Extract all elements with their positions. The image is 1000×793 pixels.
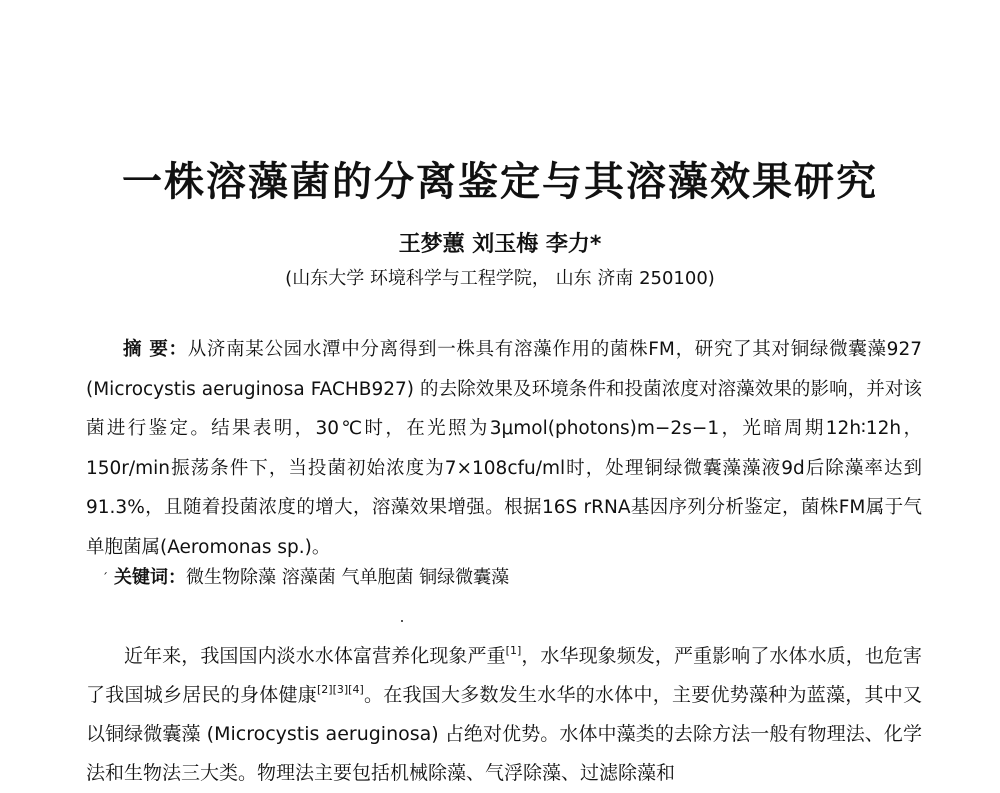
citation-ref-1: [1] bbox=[505, 644, 522, 657]
keywords-line bbox=[102, 563, 922, 593]
paper-authors: 王梦蕙 刘玉梅 李力* bbox=[398, 232, 602, 257]
abstract-paragraph bbox=[86, 330, 922, 567]
citation-ref-2: [2][3][4] bbox=[317, 683, 364, 696]
keywords-label: 关键词： bbox=[114, 567, 186, 588]
keywords-mark: ´ bbox=[102, 571, 108, 585]
intro-text-2: ，水华现象频发，严重影响了水体水质，也危害了我国城乡居民的身体健康 bbox=[86, 645, 922, 706]
paper-title: 一株溶藻菌的分离鉴定与其溶藻效果研究 bbox=[122, 158, 878, 205]
scan-speck bbox=[401, 620, 403, 622]
paper-affiliation: (山东大学 环境科学与工程学院， 山东 济南 250100) bbox=[285, 268, 715, 289]
abstract-text: 从济南某公园水潭中分离得到一株具有溶藻作用的菌株FM，研究了其对铜绿微囊藻927 (Microcystis aeruginosa FACHB927) 的去除效果及环境条件和投菌浓度对溶藻效果的影响，并对该菌进行鉴定。结果表明，30℃时，在光照为3μmol(photons)m−2s−1，光暗周期12h∶12h，150r/min振荡条件下，当投菌初始浓度为7×108cfu/ml时，处理铜绿微囊藻藻液9d后除藻率达到91.3%，且随着投菌浓度的增大，溶藻效果增强。根据16S rRNA基因序列分析鉴定，菌株FM属于气单胞菌属(Aeromonas sp.)。 bbox=[86, 339, 922, 558]
keywords-text: 微生物除藻 溶藻菌 气单胞菌 铜绿微囊藻 bbox=[186, 567, 510, 588]
intro-text-1: 近年来，我国国内淡水水体富营养化现象严重 bbox=[124, 645, 506, 667]
intro-text-3: 。在我国大多数发生水华的水体中，主要优势藻种为蓝藻，其中又以铜绿微囊藻 (Microcystis aeruginosa) 占绝对优势。水体中藻类的去除方法一般有物理法、化学法和生物法三大类。物理法主要包括机械除藻、气浮除藻、过滤除藻和 bbox=[86, 684, 922, 784]
abstract-label: 摘 要： bbox=[123, 339, 188, 360]
intro-paragraph bbox=[86, 637, 922, 793]
